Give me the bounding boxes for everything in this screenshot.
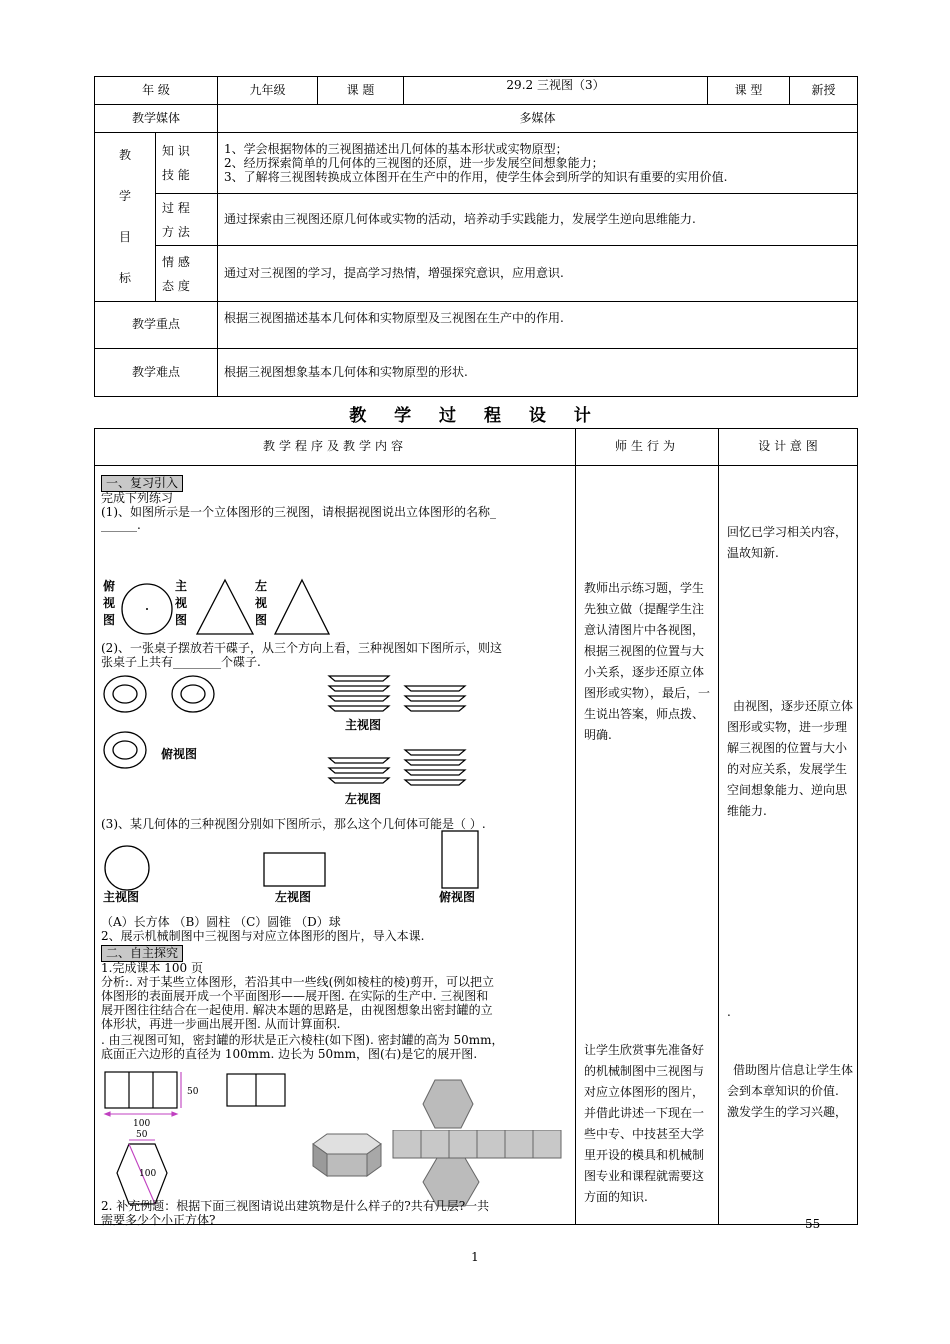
- fig4-top-rect: [225, 1072, 289, 1110]
- fig1-front-view-label: 主 视 图: [175, 579, 188, 627]
- example-line1: 2. 补充例题：根据下面三视图请说出建筑物是什么样子的?共有几层?一共: [101, 1199, 490, 1213]
- goal-label-process: 过 程 方 法: [156, 194, 218, 246]
- goals-char: 标: [118, 271, 131, 285]
- difficulty-label: 教学难点: [95, 349, 218, 397]
- process-table: [94, 428, 858, 1231]
- section-review-title: 一、复习引入: [101, 475, 183, 492]
- fig3-top-view-label: 俯视图: [439, 890, 476, 904]
- fig3-front-circle: [103, 844, 153, 892]
- question-1-blank: ______.: [101, 518, 141, 532]
- grade-value: 九年级: [218, 77, 318, 105]
- question-3: (3)、某几何体的三种视图分别如下图所示，那么这个几何体可能是（ ）.: [101, 817, 486, 831]
- intent-number: 55: [805, 1217, 821, 1231]
- fig1-left-triangle: [273, 578, 331, 636]
- review-item-2: 2、展示机械制图中三视图与对应立体图形的图片，导入本课.: [101, 929, 425, 943]
- question-1: (1)、如图所示是一个立体图形的三视图，请根据视图说出立体图形的名称_: [101, 505, 497, 519]
- topic-label: 课 题: [318, 77, 404, 105]
- question-2-line2: 张桌子上共有________个碟子.: [101, 655, 261, 669]
- col1-header: 教学程序及教学内容: [95, 429, 576, 466]
- fig3-left-view-label: 左视图: [275, 890, 312, 904]
- explore-item-1: 1.完成课本 100 页: [101, 961, 203, 975]
- fig2-left-view-label: 左视图: [345, 792, 382, 806]
- goal-label-emotion: 情 感 态 度: [156, 246, 218, 302]
- actions-cell: [576, 466, 719, 1225]
- key-point-label: 教学重点: [95, 302, 218, 349]
- analysis-line: 体形状，再进一步画出展开图. 从而计算面积.: [101, 1017, 341, 1031]
- fig4-hex-side-dim: 50: [136, 1130, 148, 1140]
- analysis-line: . 由三视图可知，密封罐的形状是正六棱柱(如下图). 密封罐的高为 50mm，: [101, 1033, 504, 1047]
- col3-header: 设 计 意 图: [719, 429, 858, 466]
- fig1-left-view-label: 左 视 图: [255, 579, 268, 627]
- fig4-net-top-hex: [421, 1078, 475, 1132]
- goal-text-knowledge: 1、学会根据物体的三视图描述出几何体的基本形状或实物原型； 2、经历探索简单的几何体的三视图的还原，进一步发展空间想象能力； 3、了解将三视图转换成立体图开在生产中的作用，使学生体会到所学的知识有重要的实用价值.: [218, 133, 858, 194]
- fig3-front-view-label: 主视图: [103, 890, 140, 904]
- section-review-intro: 完成下列练习: [101, 491, 174, 505]
- process-title: 教 学 过 程 设 计: [349, 406, 602, 426]
- col2-header: 师生行为: [576, 429, 719, 466]
- lesson-info-table: [94, 76, 858, 397]
- grade-label: 年 级: [95, 77, 218, 105]
- goals-char: 教: [118, 148, 131, 162]
- goal-label-knowledge: 知 识 技 能: [156, 133, 218, 194]
- intent-dot: .: [727, 1005, 731, 1019]
- media-value: 多媒体: [218, 105, 858, 133]
- question-2-line1: (2)、一张桌子摆放若干碟子，从三个方向上看，三种视图如下图所示，则这: [101, 641, 503, 655]
- topic-value: 29.2 三视图（3）: [404, 77, 708, 105]
- goal-text-process: 通过探索由三视图还原几何体或实物的活动，培养动手实践能力，发展学生逆向思维能力.: [218, 194, 858, 246]
- analysis-line: 底面正六边形的直径为 100mm. 边长为 50mm，图(右)是它的展开图.: [101, 1047, 478, 1061]
- fig4-hex-diag-dim: 100: [139, 1169, 157, 1179]
- intent-1: 回忆已学习相关内容，温故知新.: [727, 525, 848, 560]
- fig2-front-view-label: 主视图: [345, 718, 382, 732]
- intent-cell: [719, 466, 858, 1231]
- fig3-left-rect: [263, 852, 327, 888]
- teacher-action-2: 让学生欣赏事先准备好的机械制图中三视图与对应立体图形的图片，并借此讲述一下现在一些中专、中技甚至大学里开设的模具和机械制图专业和课程就需要这方面的知识.: [584, 1043, 705, 1204]
- teacher-action-1: 教师出示练习题，学生先独立做（提醒学生注意认清图片中各视图，根据三视图的位置与大小关系，逐步还原立体图形或实物），最后，一生说出答案，师点拨、明确.: [584, 581, 711, 742]
- fig4-height-dim: 50: [187, 1087, 199, 1097]
- fig4-width-dim: 100: [133, 1119, 151, 1129]
- fig2-top-view-label: 俯视图: [161, 747, 198, 761]
- content-cell: [95, 466, 576, 1225]
- analysis-line: 体图形的表面展开成一个平面图形——展开图. 在实际的生产中. 三视图和: [101, 989, 489, 1003]
- goals-label: [95, 133, 156, 302]
- goals-char: 学: [118, 189, 131, 203]
- fig1-front-triangle: [195, 578, 255, 636]
- analysis-line: 展开图往往结合在一起使用. 解决本题的思路是，由视图想象出密封罐的立: [101, 1003, 493, 1017]
- intent-2: 由视图，逐步还原立体图形或实物，进一步理解三视图的位置与大小的对应关系，发展学生空间想象能力、逆向思维能力.: [727, 699, 854, 818]
- page-number: 1: [471, 1250, 479, 1264]
- section-explore-title: 二、自主探究: [101, 945, 183, 962]
- question-3-options: （A）长方体 （B）圆柱 （C）圆锥 （D）球: [101, 915, 341, 929]
- key-point-text: 根据三视图描述基本几何体和实物原型及三视图在生产中的作用.: [218, 302, 858, 349]
- difficulty-text: 根据三视图想象基本几何体和实物原型的形状.: [218, 349, 858, 397]
- analysis-line: 分析:. 对于某些立体图形，若沿其中一些线(例如棱柱的棱)剪开，可以把立: [101, 975, 495, 989]
- fig1-circle-view: [121, 581, 173, 637]
- example-line2: 需要多少个小正方体?: [101, 1213, 216, 1227]
- type-label: 课 型: [708, 77, 790, 105]
- goals-char: 目: [118, 230, 131, 244]
- intent-3: 借助图片信息让学生体会到本章知识的价值. 激发学生的学习兴趣，: [727, 1063, 854, 1119]
- type-value: 新授: [790, 77, 858, 105]
- media-label: 教学媒体: [95, 105, 218, 133]
- goal-text-emotion: 通过对三视图的学习，提高学习热情，增强探究意识，应用意识.: [218, 246, 858, 302]
- fig1-top-view-label: 俯 视 图: [103, 579, 116, 627]
- fig3-top-rect: [441, 830, 481, 890]
